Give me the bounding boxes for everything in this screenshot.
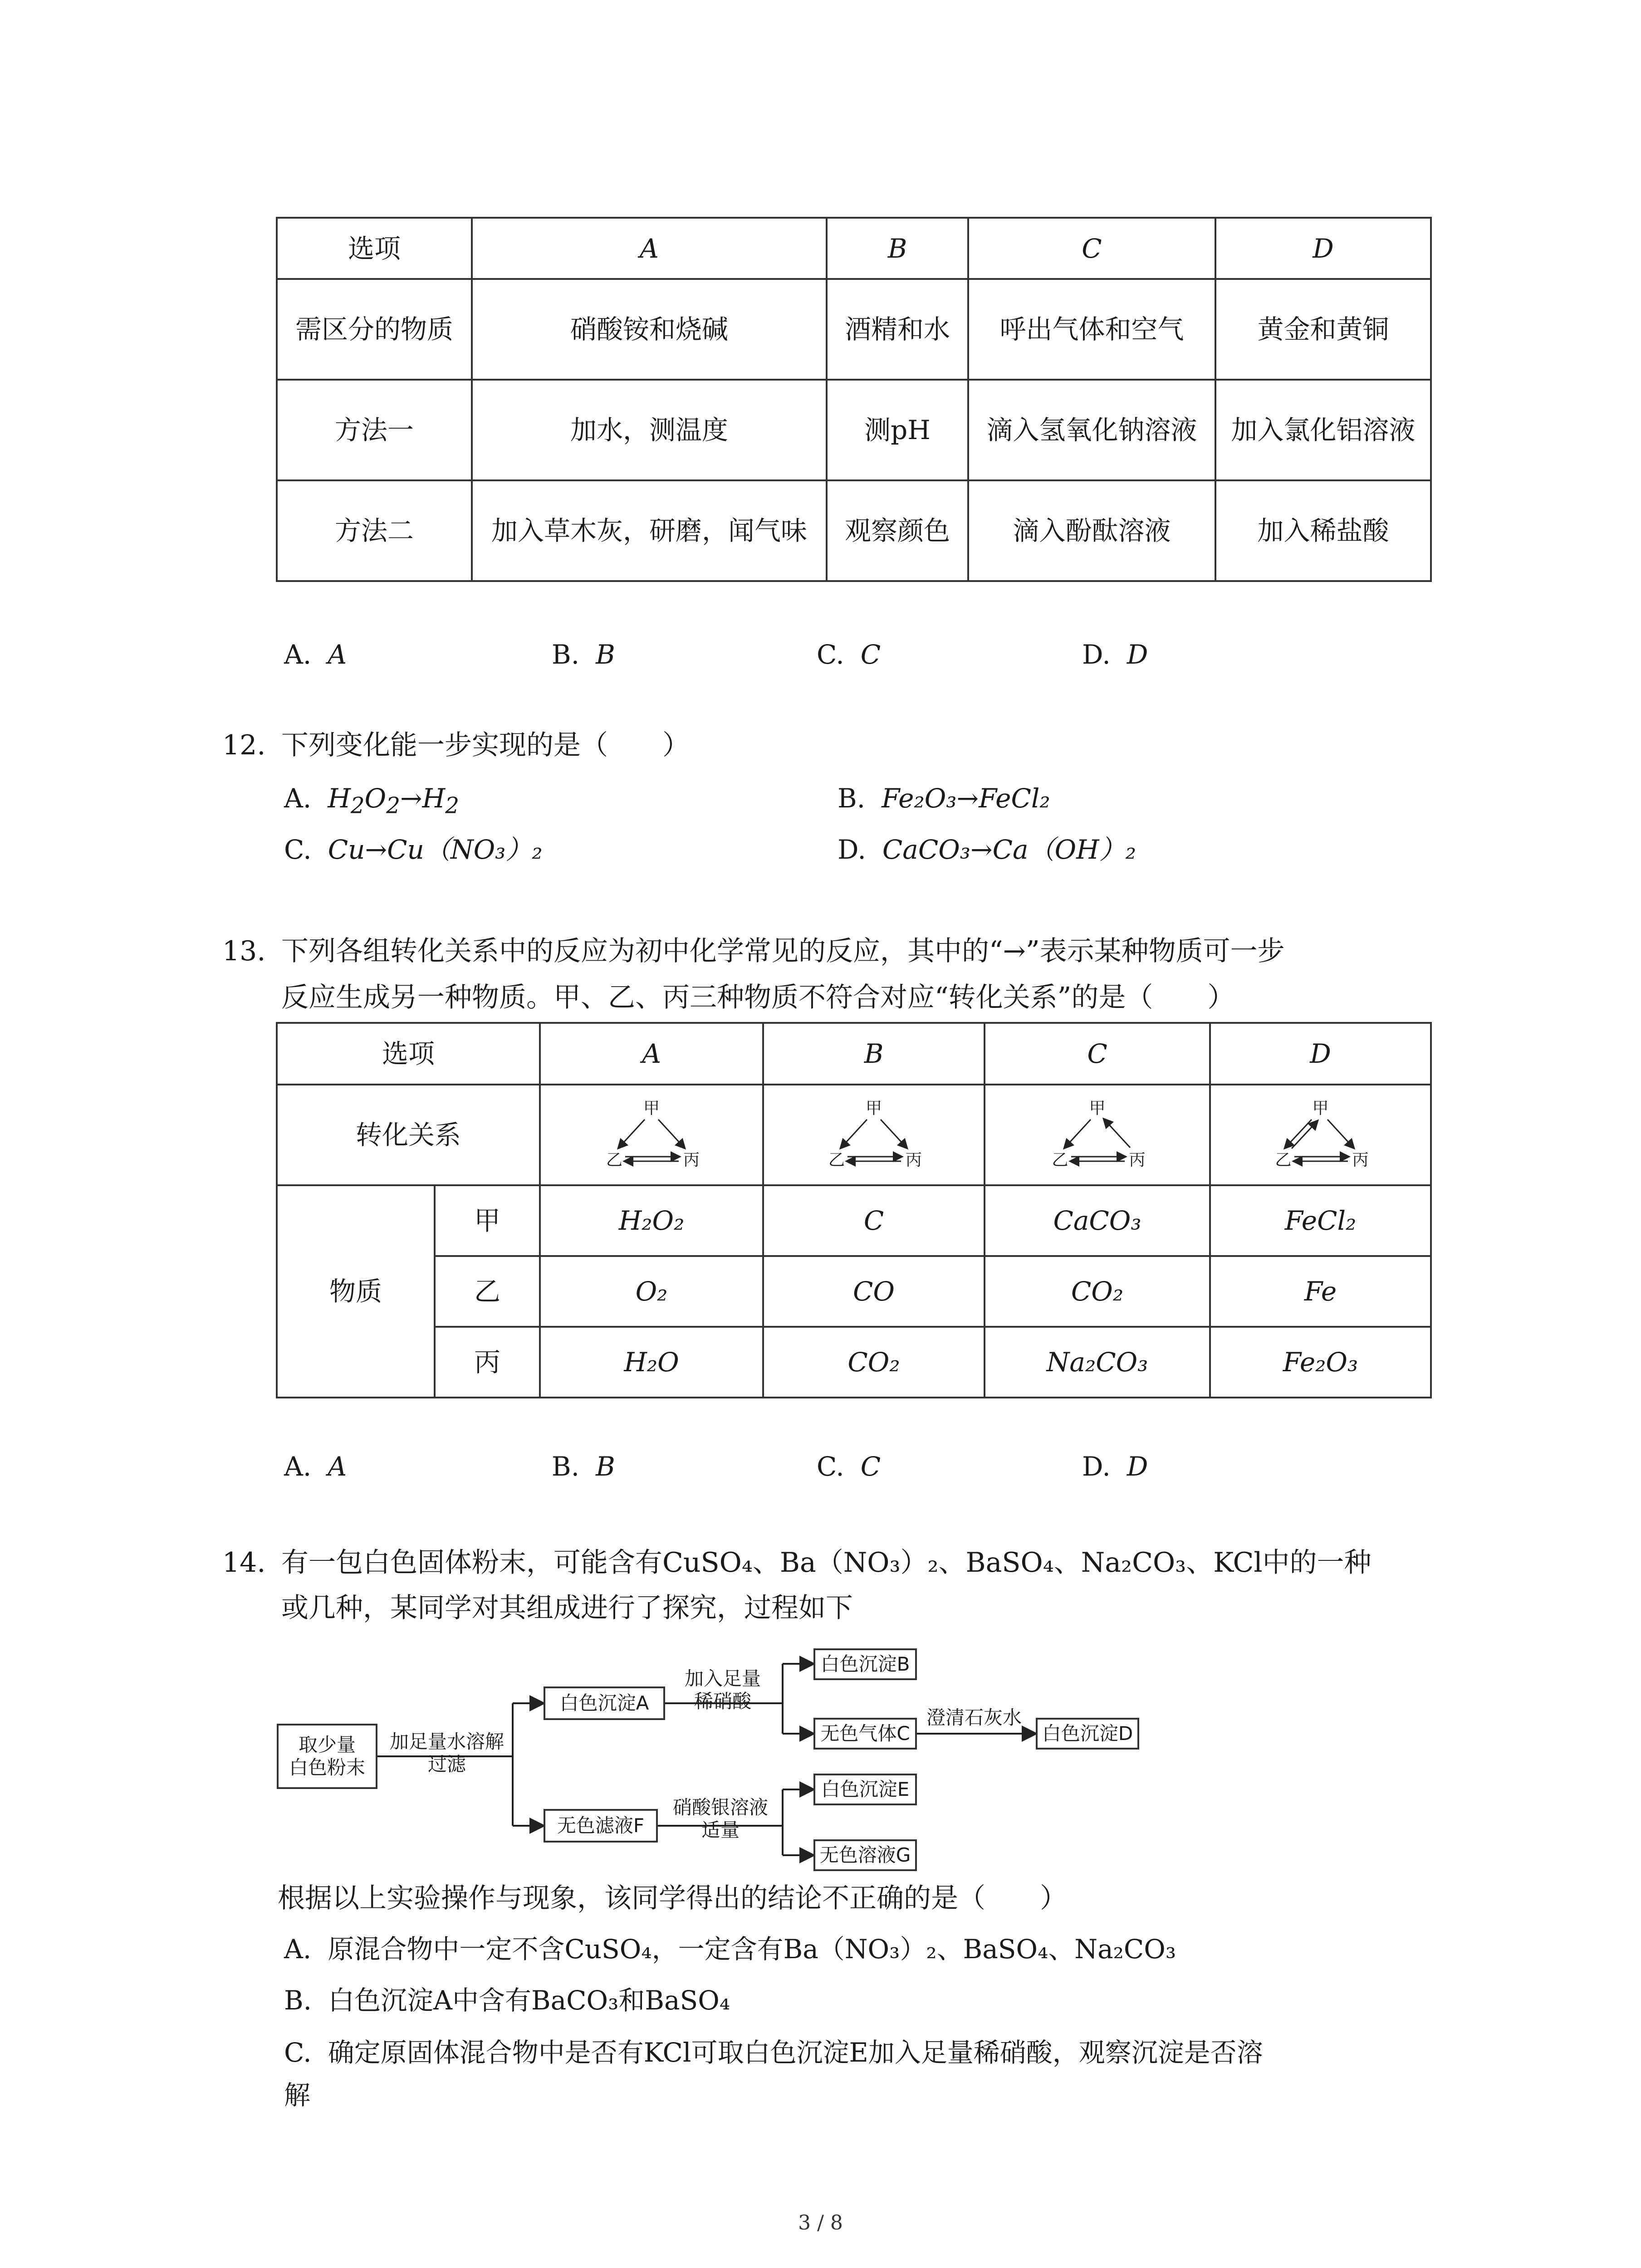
node-top: 甲 (866, 1099, 882, 1118)
node-left: 乙 (1052, 1151, 1068, 1169)
q12-option-c[interactable] (284, 834, 543, 865)
node-right: 丙 (1129, 1151, 1146, 1169)
table-cell: 加入氯化铝溶液 (1215, 380, 1431, 480)
node-left: 乙 (828, 1151, 845, 1169)
table-row (277, 380, 1431, 480)
q14-option-b[interactable] (284, 1984, 730, 2016)
arrows-icon (815, 1099, 933, 1171)
flow-start-box (277, 1724, 377, 1789)
flow-precipitate-b: 白色沉淀B (813, 1648, 917, 1680)
relation-diagram-c (985, 1085, 1210, 1185)
q12-stem (222, 729, 690, 761)
table-row (277, 1185, 1431, 1256)
flow-step-label: 澄清石灰水 (926, 1706, 1022, 1729)
node-top: 甲 (1089, 1099, 1106, 1118)
q14-stem (222, 1547, 1372, 1624)
flow-text: 加足量水溶解 (389, 1730, 504, 1753)
q13-option-b[interactable] (552, 1451, 615, 1482)
table-header-cell: A (540, 1023, 763, 1085)
flow-precipitate-d: 白色沉淀D (1036, 1718, 1139, 1750)
formula-sub: 2 (445, 793, 459, 819)
node-right: 丙 (906, 1151, 922, 1169)
question-number: 12. (222, 729, 266, 761)
option-value: C (860, 1451, 881, 1482)
q13-option-c[interactable] (817, 1451, 881, 1482)
relation-diagram-d (1210, 1085, 1431, 1185)
option-label: B. (838, 783, 866, 814)
formula-part: H (328, 783, 351, 814)
table-header-cell: A (472, 218, 827, 279)
q12-option-b[interactable] (838, 782, 1050, 814)
role-label: 丙 (435, 1327, 540, 1398)
table-header-cell: D (1215, 218, 1431, 279)
table-cell: 加入稀盐酸 (1215, 480, 1431, 581)
node-left: 乙 (606, 1151, 623, 1169)
flow-text: 白色粉末 (289, 1756, 365, 1779)
table-cell: O₂ (540, 1256, 763, 1327)
table-cell: 加水，测温度 (472, 380, 827, 480)
table-cell: 需区分的物质 (277, 279, 472, 380)
table-cell: 滴入氢氧化钠溶液 (968, 380, 1215, 480)
arrows-icon (1038, 1099, 1156, 1171)
arrows-icon (593, 1099, 710, 1171)
table-cell: CO₂ (763, 1327, 985, 1398)
table-cell: 硝酸铵和烧碱 (472, 279, 827, 380)
flow-text: 稀硝酸 (694, 1690, 751, 1712)
option-label: A. (284, 783, 312, 814)
q13-option-d[interactable] (1082, 1451, 1148, 1482)
question-number: 13. (222, 935, 266, 967)
option-text: 白色沉淀A中含有BaCO₃和BaSO₄ (328, 1985, 730, 2016)
option-text: CaCO₃→Ca（OH）₂ (882, 834, 1136, 865)
option-label: A. (284, 639, 312, 670)
table-cell: 测pH (827, 380, 968, 480)
arrow: → (400, 783, 422, 814)
q11-option-d[interactable] (1082, 639, 1148, 670)
option-label: A. (284, 1451, 312, 1482)
table-row (277, 279, 1431, 380)
triangle-diagram (1038, 1099, 1156, 1171)
option-label: C. (817, 639, 844, 670)
table-row (277, 1023, 1431, 1085)
substance-label: 物质 (277, 1185, 435, 1398)
q11-option-a[interactable] (284, 639, 347, 670)
formula-part: H (422, 783, 446, 814)
flow-step-label (666, 1667, 779, 1713)
option-text-line2: 解 (284, 2080, 311, 2111)
flow-step-label (383, 1730, 510, 1776)
node-left: 乙 (1275, 1151, 1292, 1169)
formula-sub: 2 (350, 793, 365, 819)
table-cell: 方法二 (277, 480, 472, 581)
table-cell: 呼出气体和空气 (968, 279, 1215, 380)
q14-option-a[interactable] (284, 1933, 1176, 1965)
triangle-diagram (593, 1099, 710, 1171)
table-header-cell: B (763, 1023, 985, 1085)
table-cell: Fe₂O₃ (1210, 1327, 1431, 1398)
option-text: Cu→Cu（NO₃）₂ (328, 834, 543, 865)
relation-label: 转化关系 (277, 1085, 540, 1185)
q11-option-c[interactable] (817, 639, 881, 670)
option-label: A. (284, 1934, 312, 1965)
formula-part: O (364, 783, 387, 814)
table-cell: 加入草木灰，研磨，闻气味 (472, 480, 827, 581)
q14-conclusion-stem: 根据以上实验操作与现象，该同学得出的结论不正确的是（ ） (278, 1882, 1067, 1914)
table-cell: 观察颜色 (827, 480, 968, 581)
flow-text: 硝酸银溶液 (672, 1796, 768, 1818)
q13-table (276, 1022, 1432, 1398)
option-value: D (1127, 639, 1148, 670)
table-cell: 酒精和水 (827, 279, 968, 380)
page-number: 3 / 8 (798, 2211, 843, 2234)
q11-table (276, 217, 1432, 582)
table-cell: H₂O (540, 1327, 763, 1398)
role-label: 甲 (435, 1185, 540, 1256)
table-cell: C (763, 1185, 985, 1256)
question-number: 14. (222, 1547, 266, 1579)
table-header-cell: 选项 (277, 1023, 540, 1085)
triangle-diagram (815, 1099, 933, 1171)
option-label: C. (284, 834, 312, 865)
option-value: B (596, 639, 615, 670)
node-top: 甲 (1312, 1099, 1329, 1118)
table-header-cell: C (985, 1023, 1210, 1085)
flow-text: 取少量 (298, 1734, 356, 1756)
q12-option-a[interactable] (284, 782, 459, 822)
flow-text: 过滤 (427, 1753, 466, 1775)
flow-precipitate-a: 白色沉淀A (544, 1686, 665, 1720)
table-row (277, 1327, 1431, 1398)
relation-diagram-b (763, 1085, 985, 1185)
q11-option-b[interactable] (552, 639, 615, 670)
option-label: D. (838, 834, 866, 865)
option-label: B. (552, 1451, 580, 1482)
flow-filtrate-f: 无色滤液F (544, 1809, 658, 1843)
table-cell: CO₂ (985, 1256, 1210, 1327)
option-value: A (328, 1451, 347, 1482)
flow-gas-c: 无色气体C (813, 1718, 917, 1750)
table-cell: 滴入酚酞溶液 (968, 480, 1215, 581)
flow-text: 加入足量 (684, 1667, 761, 1690)
flow-step-label (661, 1796, 779, 1842)
question-text: 下列各组转化关系中的反应为初中化学常见的反应，其中的“→”表示某种物质可一步 (281, 935, 1285, 967)
node-right: 丙 (683, 1151, 700, 1169)
question-text-line2: 反应生成另一种物质。甲、乙、丙三种物质不符合对应“转化关系”的是（ ） (281, 982, 1235, 1013)
relation-diagram-a (540, 1085, 763, 1185)
option-text: Fe₂O₃→FeCl₂ (882, 783, 1050, 814)
formula-sub: 2 (386, 793, 400, 819)
arrows-icon (1262, 1099, 1380, 1171)
q14-option-c[interactable] (284, 2037, 1263, 2111)
q13-option-a[interactable] (284, 1451, 347, 1482)
question-text-line2: 或几种，某同学对其组成进行了探究，过程如下 (281, 1592, 853, 1624)
node-top: 甲 (643, 1099, 660, 1118)
option-label: C. (817, 1451, 844, 1482)
option-label: C. (284, 2037, 312, 2068)
node-right: 丙 (1352, 1151, 1369, 1169)
table-row (277, 1256, 1431, 1327)
table-row (277, 1085, 1431, 1185)
role-label: 乙 (435, 1256, 540, 1327)
flow-precipitate-e: 白色沉淀E (813, 1774, 917, 1805)
table-header-cell: C (968, 218, 1215, 279)
table-cell: 黄金和黄铜 (1215, 279, 1431, 380)
option-value: B (596, 1451, 615, 1482)
table-cell: CaCO₃ (985, 1185, 1210, 1256)
table-cell: 方法一 (277, 380, 472, 480)
option-label: D. (1082, 1451, 1111, 1482)
flow-solution-g: 无色溶液G (813, 1839, 917, 1871)
question-text: 下列变化能一步实现的是（ ） (281, 729, 690, 761)
option-text: 原混合物中一定不含CuSO₄，一定含有Ba（NO₃）₂、BaSO₄、Na₂CO₃ (328, 1934, 1176, 1965)
table-row (277, 480, 1431, 581)
table-cell: Na₂CO₃ (985, 1327, 1210, 1398)
table-cell: CO (763, 1256, 985, 1327)
table-row (277, 218, 1431, 279)
option-text: 确定原固体混合物中是否有KCl可取白色沉淀E加入足量稀硝酸，观察沉淀是否溶 (328, 2037, 1263, 2068)
option-value: D (1127, 1451, 1148, 1482)
table-header-cell: 选项 (277, 218, 472, 279)
question-text: 有一包白色固体粉末，可能含有CuSO₄、Ba（NO₃）₂、BaSO₄、Na₂CO₃、KCl中的一种 (281, 1547, 1372, 1579)
table-header-cell: D (1210, 1023, 1431, 1085)
table-cell: FeCl₂ (1210, 1185, 1431, 1256)
option-label: B. (552, 639, 580, 670)
q12-option-d[interactable] (838, 834, 1136, 865)
option-value: C (860, 639, 881, 670)
option-value: A (328, 639, 347, 670)
table-header-cell: B (827, 218, 968, 279)
table-cell: Fe (1210, 1256, 1431, 1327)
option-label: D. (1082, 639, 1111, 670)
table-cell: H₂O₂ (540, 1185, 763, 1256)
flow-text: 适量 (701, 1819, 740, 1841)
option-label: B. (284, 1985, 312, 2016)
triangle-diagram (1262, 1099, 1380, 1171)
q13-stem (222, 935, 1285, 1013)
